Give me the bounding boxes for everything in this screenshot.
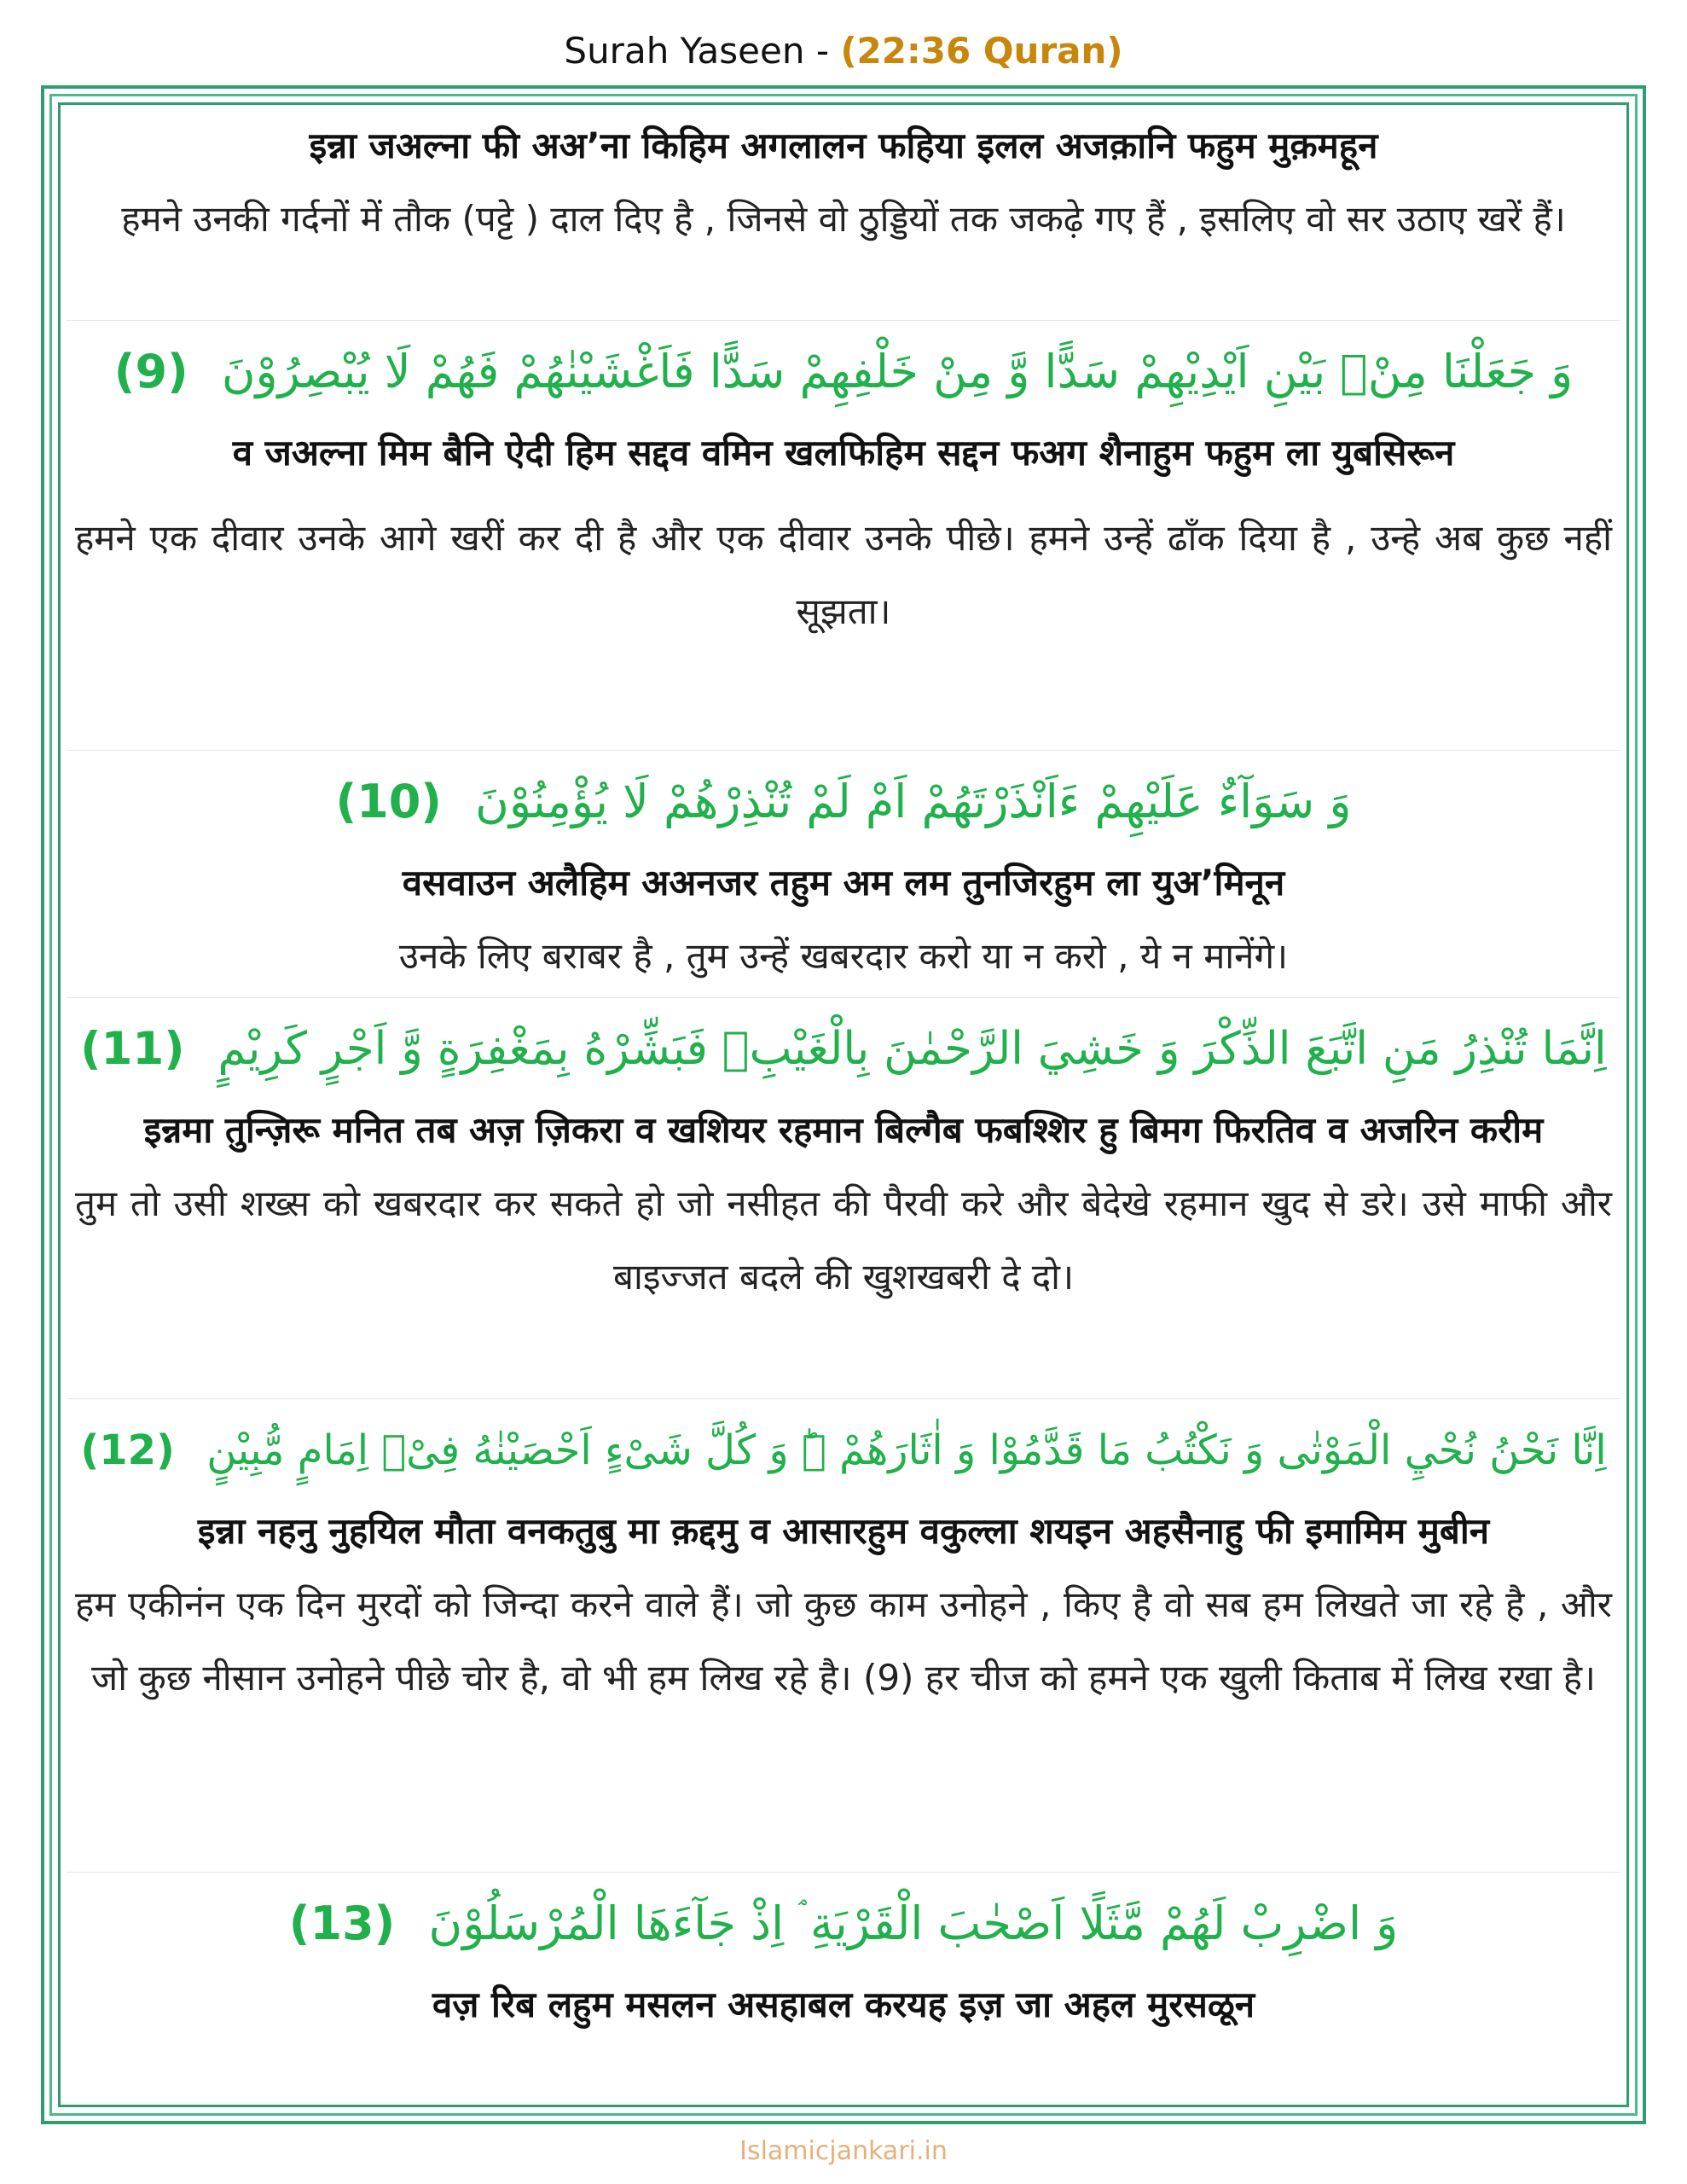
- verse-transliteration: इन्ना जअल्ना फी अअ’ना किहिम अगलालन फहिया इलल अजक़ानि फहुम मुक़महून: [309, 125, 1378, 166]
- verse-number: (10): [335, 775, 442, 828]
- verse-translation: हमने एक दीवार उनके आगे खरीं कर दी है और एक दीवार उनके पीछे। हमने उन्हें ढाँक दिया है , उन्हे अब कुछ नहीं सूझता।: [75, 517, 1612, 632]
- verse-block-9: [67, 321, 1620, 751]
- verse-arabic-text: وَ اضْرِبْ لَهُمْ مَّثَلًا اَصْحٰبَ الْقَرْيَةِ ۘ اِذْ جَآءَهَا الْمُرْسَلُوْنَ: [428, 1896, 1399, 1950]
- verse-translation: उनके लिए बराबर है , तुम उन्हें खबरदार करो या न करो , ये न मानेंगे।: [398, 935, 1289, 977]
- verse-transliteration: वसवाउन अलैहिम अअनजर तहुम अम लम तुनजिरहुम ला युअ’मिनून: [402, 862, 1285, 903]
- verse-number: (13): [288, 1896, 396, 1950]
- verse-arabic: [67, 751, 1620, 846]
- verse-translation: हम एकीनंन एक दिन मुरदों को जिन्दा करने वाले हैं। जो कुछ काम उनोहने , किए है वो सब हम लिखते जा रहे है , और जो कुछ नीसान उनोहने पीछे चोर है, वो भी हम लिख रहे है। (9) हर चीज को हमने एक खुली किताब में लिख रखा है।: [75, 1583, 1612, 1699]
- site-footer[interactable]: Islamicjankari.in: [739, 2136, 948, 2166]
- verse-number: (9): [113, 345, 188, 398]
- surah-title: Surah Yaseen: [564, 30, 805, 72]
- verse-translation: तुम तो उसी शख्स को खबरदार कर सकते हो जो नसीहत की पैरवी करे और बेदेखे रहमान खुद से डरे। उसे माफी और बाइज्जत बदले की खुशखबरी दे दो।: [75, 1182, 1612, 1298]
- verse-arabic-text: اِنَّمَا تُنْذِرُ مَنِ اتَّبَعَ الذِّكْرَ وَ خَشِيَ الرَّحْمٰنَ بِالْغَيْبِۚ فَبَشِّرْهُ بِمَغْفِرَةٍ وَّ اَجْرٍ كَرِيْمٍ: [217, 1023, 1607, 1075]
- verse-transliteration: इन्नमा तुन्ज़िरू मनित तब अज़ ज़िकरा व खशियर रहमान बिल्गैब फबश्शिर हु बिमग फिरतिव व अजरिन करीम: [143, 1109, 1544, 1151]
- verse-arabic: [67, 1399, 1620, 1495]
- verse-transliteration: व जअल्ना मिम बैनि ऐदी हिम सद्दव वमिन खलफिहिम सद्दन फअग शैनाहुम फहुम ला युबसिरून: [232, 432, 1455, 473]
- title-separator: -: [815, 30, 829, 72]
- verses-container: [67, 109, 1620, 2102]
- surah-reference: (22:36 Quran): [840, 30, 1123, 72]
- page-header: [0, 19, 1687, 84]
- verse-arabic: [67, 321, 1620, 416]
- verse-number: (11): [80, 1023, 185, 1075]
- verse-number: (12): [80, 1426, 175, 1474]
- verse-arabic-text: وَ جَعَلْنَا مِنْۢ بَيْنِ اَيْدِيْهِمْ سَدًّا وَّ مِنْ خَلْفِهِمْ سَدًّا فَاَغْشَيْنٰهُمْ فَهُمْ لَا يُبْصِرُوْنَ: [221, 345, 1574, 398]
- verse-block-11: [67, 998, 1620, 1399]
- verse-block-12: [67, 1399, 1620, 1873]
- verse-block-8: [67, 109, 1620, 321]
- verse-arabic-text: وَ سَوَآءٌ عَلَيْهِمْ ءَاَنْذَرْتَهُمْ اَمْ لَمْ تُنْذِرْهُمْ لَا يُؤْمِنُوْنَ: [475, 775, 1352, 828]
- verse-arabic-text: اِنَّا نَحْنُ نُحْيِ الْمَوْتٰى وَ نَكْتُبُ مَا قَدَّمُوْا وَ اٰثَارَهُمْ ۣؕ وَ كُلَّ شَیْءٍ اَحْصَيْنٰهُ فِیْۤ اِمَامٍ مُّبِيْنٍ: [206, 1426, 1607, 1474]
- verse-arabic: [67, 1873, 1620, 1968]
- verse-block-13: [67, 1873, 1620, 2069]
- verse-transliteration: वज़ रिब लहुम मसलन असहाबल करयह इज़ जा अहल मुरसळून: [432, 1984, 1255, 2025]
- verse-translation: हमने उनकी गर्दनों में तौक (पट्टे ) दाल दिए है , जिनसे वो ठुड्डियों तक जकढ़े गए हैं , इसलिए वो सर उठाए खरें हैं।: [121, 198, 1566, 240]
- verse-arabic: [67, 998, 1620, 1094]
- verse-transliteration: इन्ना नहनु नुहयिल मौता वनकतुबु मा क़द्दमु व आसारहुम वकुल्ला शयइन अहसैनाहु फी इमामिम मुबीन: [197, 1510, 1490, 1552]
- verse-block-10: [67, 751, 1620, 998]
